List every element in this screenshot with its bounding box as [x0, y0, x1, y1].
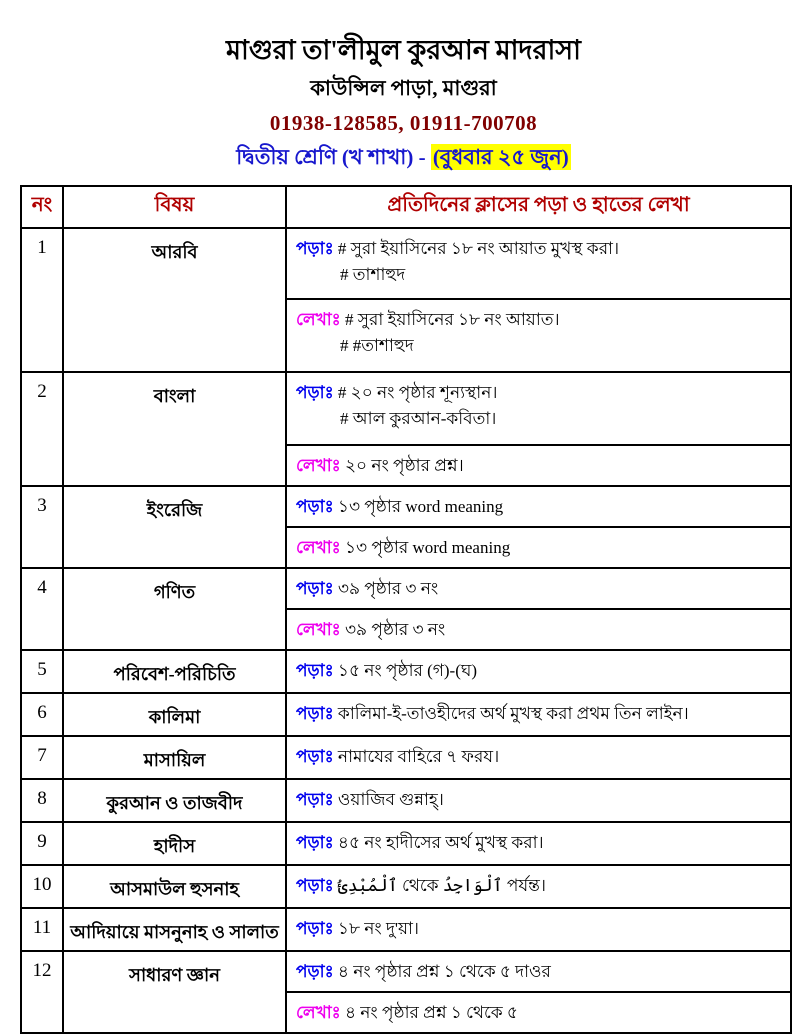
- table-header-row: [21, 186, 791, 228]
- row-number: 6: [21, 693, 63, 736]
- lekha-label: লেখাঃ: [296, 1002, 341, 1022]
- pora-label: পড়াঃ: [296, 832, 334, 852]
- lekha-text: ৪ নং পৃষ্ঠার প্রশ্ন ১ থেকে ৫: [344, 1002, 518, 1022]
- pora-cell: [286, 951, 791, 992]
- table-row: [21, 822, 791, 865]
- column-header-num: নং: [21, 186, 63, 228]
- pora-line: [296, 658, 784, 684]
- table-row: [21, 568, 791, 609]
- subject-cell: বাংলা: [63, 372, 286, 486]
- pora-label: পড়াঃ: [296, 382, 334, 402]
- subject-cell: গণিত: [63, 568, 286, 650]
- table-row: [21, 865, 791, 908]
- pora-text: ১৫ নং পৃষ্ঠার (গ)-(ঘ): [337, 660, 478, 680]
- pora-text: ৪৫ নং হাদীসের অর্থ মুখস্থ করা।: [337, 832, 544, 852]
- pora-cell: [286, 228, 791, 299]
- pora-cell: [286, 650, 791, 693]
- table-row: [21, 736, 791, 779]
- pora-label: পড়াঃ: [296, 875, 334, 895]
- row-number: 9: [21, 822, 63, 865]
- pora-line: [296, 701, 784, 727]
- lekha-label: লেখাঃ: [296, 309, 341, 329]
- row-number: 7: [21, 736, 63, 779]
- pora-text: নামাযের বাহিরে ৭ ফরয।: [337, 746, 500, 766]
- pora-label: পড়াঃ: [296, 660, 334, 680]
- lekha-label: লেখাঃ: [296, 537, 341, 557]
- pora-line: [296, 744, 784, 770]
- pora-label: পড়াঃ: [296, 918, 334, 938]
- pora-line: [296, 576, 784, 602]
- lekha-cell: [286, 992, 791, 1033]
- pora-cell: [286, 779, 791, 822]
- lekha-line: # #তাশাহুদ: [340, 335, 414, 355]
- table-row: [21, 486, 791, 527]
- pora-cell: [286, 822, 791, 865]
- subject-cell: আসমাউল হুসনাহ: [63, 865, 286, 908]
- lekha-cell: [286, 299, 791, 372]
- class-date-highlight: (বুধবার ২৫ জুন): [432, 144, 569, 169]
- pora-line: [296, 830, 784, 856]
- pora-cell: [286, 568, 791, 609]
- column-header-work: প্রতিদিনের ক্লাসের পড়া ও হাতের লেখা: [286, 186, 791, 228]
- column-header-subject: বিষয়: [63, 186, 286, 228]
- table-row: [21, 908, 791, 951]
- pora-line: [296, 916, 784, 942]
- pora-cell: [286, 736, 791, 779]
- pora-text: ওয়াজিব গুন্নাহ্।: [337, 789, 444, 809]
- pora-text: # সুরা ইয়াসিনের ১৮ নং আয়াত মুখস্থ করা।: [337, 238, 620, 258]
- lekha-cell: [286, 527, 791, 568]
- pora-line: # তাশাহুদ: [340, 264, 406, 284]
- lekha-line: [296, 307, 784, 333]
- class-line: [0, 145, 807, 170]
- madrasa-address: কাউন্সিল পাড়া, মাগুরা: [310, 76, 497, 101]
- pora-label: পড়াঃ: [296, 703, 334, 723]
- lekha-line: [296, 1000, 784, 1026]
- row-number: 4: [21, 568, 63, 650]
- pora-label: পড়াঃ: [296, 238, 334, 258]
- table-row: [21, 779, 791, 822]
- pora-line: [296, 380, 784, 406]
- document-header: [0, 0, 807, 170]
- lekha-label: লেখাঃ: [296, 455, 341, 475]
- row-number: 3: [21, 486, 63, 568]
- lekha-cell: [286, 609, 791, 650]
- pora-text: ১৩ পৃষ্ঠার word meaning: [337, 496, 504, 516]
- pora-cell: [286, 693, 791, 736]
- pora-label: পড়াঃ: [296, 961, 334, 981]
- row-number: 10: [21, 865, 63, 908]
- pora-line: [296, 787, 784, 813]
- pora-line: [296, 236, 784, 262]
- subject-cell: কালিমা: [63, 693, 286, 736]
- phone-numbers: 01938-128585, 01911-700708: [269, 110, 538, 135]
- lekha-text: # সুরা ইয়াসিনের ১৮ নং আয়াত।: [344, 309, 560, 329]
- pora-label: পড়াঃ: [296, 789, 334, 809]
- pora-text: ৪ নং পৃষ্ঠার প্রশ্ন ১ থেকে ৫ দাওর: [337, 961, 551, 981]
- pora-line: [296, 873, 784, 899]
- subject-cell: আদিয়ায়ে মাসনুনাহ ও সালাত: [63, 908, 286, 951]
- pora-line: [296, 959, 784, 985]
- madrasa-title: মাগুরা তা'লীমুল কুরআন মাদরাসা: [226, 35, 581, 65]
- lekha-text: ২০ নং পৃষ্ঠার প্রশ্ন।: [344, 455, 464, 475]
- pora-line: # আল কুরআন-কবিতা।: [340, 408, 497, 428]
- table-row: [21, 693, 791, 736]
- lekha-text: ৩৯ পৃষ্ঠার ৩ নং: [344, 619, 446, 639]
- lesson-table: [20, 185, 792, 1034]
- table-row: [21, 372, 791, 445]
- row-number: 8: [21, 779, 63, 822]
- pora-cell: [286, 372, 791, 445]
- lekha-line: [296, 617, 784, 643]
- pora-label: পড়াঃ: [296, 496, 334, 516]
- row-number: 2: [21, 372, 63, 486]
- pora-label: পড়াঃ: [296, 746, 334, 766]
- pora-label: পড়াঃ: [296, 578, 334, 598]
- lekha-line: [296, 535, 784, 561]
- pora-text: ٱلْمُبْدِئُ থেকে ٱلْوَاجِدُ পর্যন্ত।: [337, 875, 546, 895]
- subject-cell: ইংরেজি: [63, 486, 286, 568]
- row-number: 12: [21, 951, 63, 1033]
- pora-text: ৩৯ পৃষ্ঠার ৩ নং: [337, 578, 439, 598]
- pora-cell: [286, 908, 791, 951]
- subject-cell: সাধারণ জ্ঞান: [63, 951, 286, 1033]
- pora-text: কালিমা-ই-তাওহীদের অর্থ মুখস্থ করা প্রথম তিন লাইন।: [337, 703, 689, 723]
- pora-text: # ২০ নং পৃষ্ঠার শূন্যস্থান।: [337, 382, 498, 402]
- lekha-cell: [286, 445, 791, 486]
- subject-cell: মাসায়িল: [63, 736, 286, 779]
- row-number: 1: [21, 228, 63, 372]
- subject-cell: কুরআন ও তাজবীদ: [63, 779, 286, 822]
- pora-cell: [286, 486, 791, 527]
- pora-line: [296, 494, 784, 520]
- subject-cell: আরবি: [63, 228, 286, 372]
- lekha-text: ১৩ পৃষ্ঠার word meaning: [344, 537, 511, 557]
- pora-text: ১৮ নং দু'য়া।: [337, 918, 419, 938]
- row-number: 5: [21, 650, 63, 693]
- table-row: [21, 228, 791, 299]
- subject-cell: পরিবেশ-পরিচিতি: [63, 650, 286, 693]
- lekha-line: [296, 453, 784, 479]
- lekha-label: লেখাঃ: [296, 619, 341, 639]
- subject-cell: হাদীস: [63, 822, 286, 865]
- class-name: দ্বিতীয় শ্রেণি (খ শাখা) -: [236, 144, 431, 169]
- table-row: [21, 951, 791, 992]
- table-row: [21, 650, 791, 693]
- pora-cell: [286, 865, 791, 908]
- row-number: 11: [21, 908, 63, 951]
